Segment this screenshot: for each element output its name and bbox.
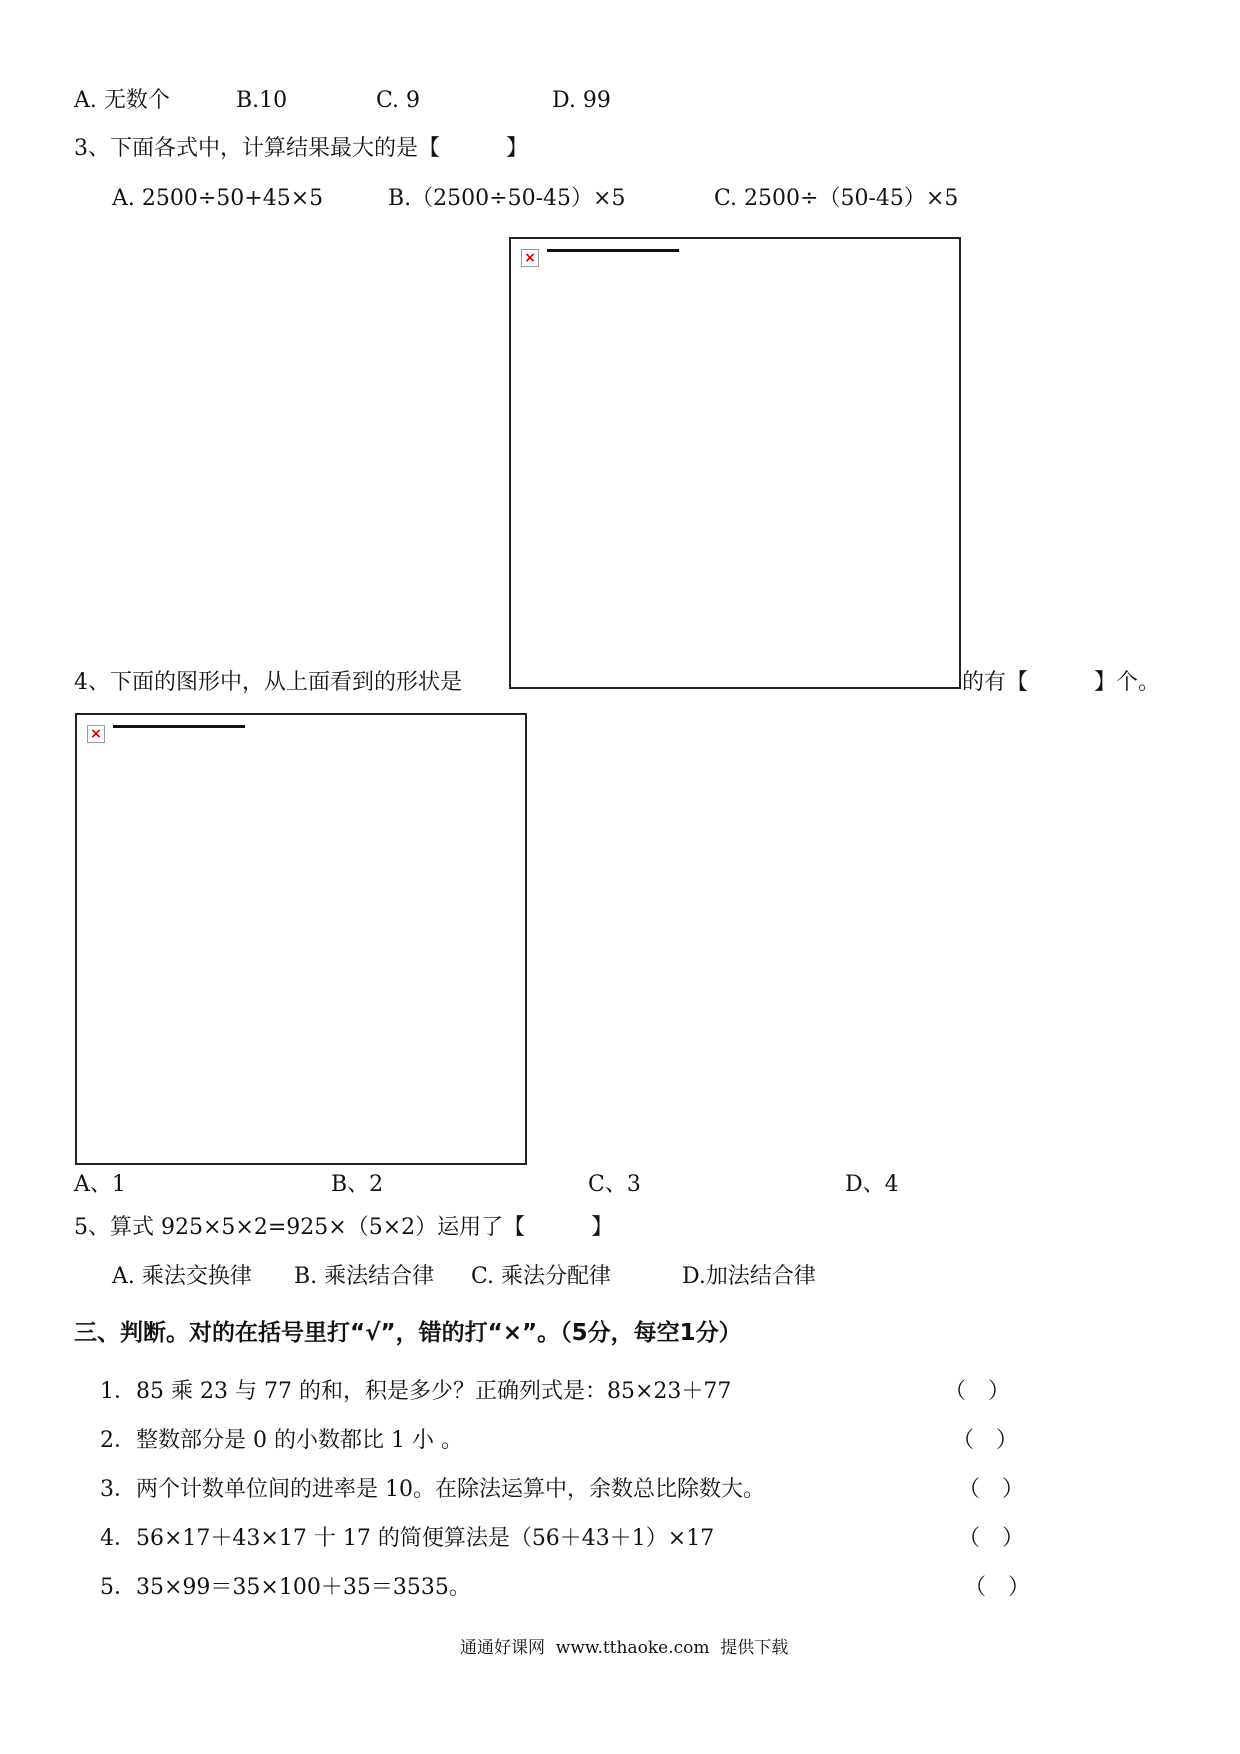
image-placeholder-dash xyxy=(547,249,679,252)
judge-item-3: 3．两个计数单位间的进率是 10。在除法运算中，余数总比除数大。 xyxy=(100,1477,765,1502)
q4-option-c: C、3 xyxy=(588,1172,641,1197)
page-footer: 通通好课网 www.tthaoke.com 提供下载 xyxy=(460,1638,789,1658)
judge-answer-paren-3[interactable]: （ ） xyxy=(958,1477,1025,1502)
q3-stem: 3、下面各式中，计算结果最大的是【 】 xyxy=(74,136,528,161)
judge-answer-paren-5[interactable]: （ ） xyxy=(964,1575,1031,1600)
judge-item-2: 2．整数部分是 0 的小数都比 1 小 。 xyxy=(100,1428,463,1453)
q5-option-c: C. 乘法分配律 xyxy=(471,1264,612,1289)
q3-option-b: B.（2500÷50-45）×5 xyxy=(388,186,626,211)
q3-option-a: A. 2500÷50+45×5 xyxy=(112,186,324,211)
q5-option-b: B. 乘法结合律 xyxy=(294,1264,435,1289)
judge-answer-paren-4[interactable]: （ ） xyxy=(958,1526,1025,1551)
judge-item-4: 4．56×17＋43×17 十 17 的简便算法是（56＋43＋1）×17 xyxy=(100,1526,715,1551)
q5-option-a: A. 乘法交换律 xyxy=(112,1264,252,1289)
judge-answer-paren-2[interactable]: （ ） xyxy=(952,1428,1019,1453)
q4-stem-after: 的有【 】个。 xyxy=(962,670,1161,695)
broken-image-icon: × xyxy=(87,725,105,743)
broken-image-icon: × xyxy=(521,249,539,267)
judge-item-1: 1．85 乘 23 与 77 的和，积是多少？正确列式是：85×23＋77 xyxy=(100,1379,732,1404)
q2-option-a: A. 无数个 xyxy=(74,88,170,113)
q2-option-b: B.10 xyxy=(236,88,288,113)
judge-answer-paren-1[interactable]: （ ） xyxy=(944,1379,1011,1404)
judge-item-5: 5．35×99＝35×100＋35＝3535。 xyxy=(100,1575,471,1600)
q4-option-d: D、4 xyxy=(845,1172,899,1197)
q4-stem-before: 4、下面的图形中，从上面看到的形状是 xyxy=(74,670,462,695)
q5-stem: 5、算式 925×5×2=925×（5×2）运用了【 】 xyxy=(74,1215,614,1240)
q5-option-d: D.加法结合律 xyxy=(682,1264,816,1289)
q4-figures-image xyxy=(75,713,527,1165)
q4-top-view-image xyxy=(509,237,961,689)
q4-option-a: A、1 xyxy=(74,1172,126,1197)
q4-option-b: B、2 xyxy=(331,1172,384,1197)
q2-option-d: D. 99 xyxy=(552,88,611,113)
image-placeholder-dash xyxy=(113,725,245,728)
q3-option-c: C. 2500÷（50-45）×5 xyxy=(714,186,959,211)
q2-option-c: C. 9 xyxy=(376,88,421,113)
section3-title: 三、判断。对的在括号里打“√”，错的打“×”。（5分，每空1分） xyxy=(74,1320,742,1346)
